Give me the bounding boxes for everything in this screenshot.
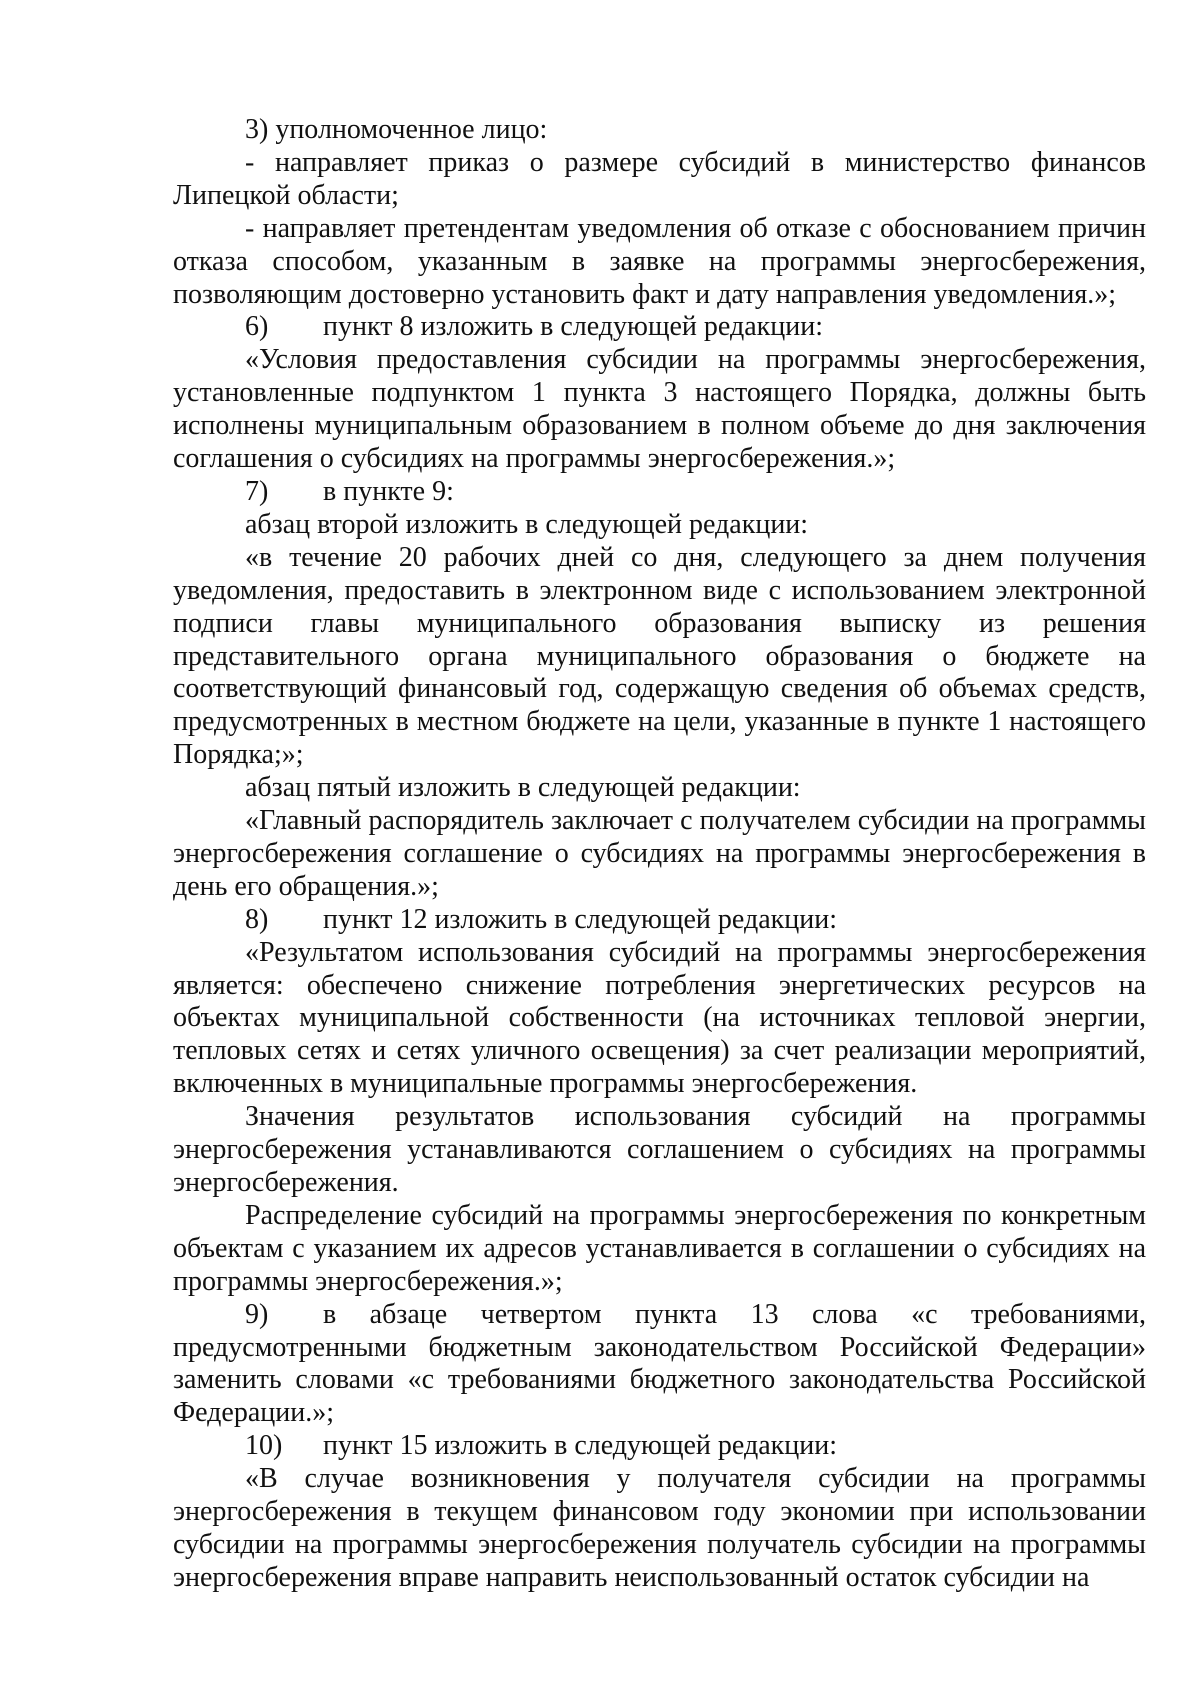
paragraph: «в течение 20 рабочих дней со дня, следующего за днем получения уведомления, предоставить в электронном виде с использованием электронной подписи главы муниципального образования выписку из решения представительного органа муниципального образования о бюджете на соответствующий финансовый год, содержащую сведения об объемах средств, предусмотренных в местном бюджете на цели, указанные в пункте 1 настоящего Порядка;»; [173, 541, 1146, 771]
item-number: 8) [245, 903, 269, 935]
paragraph: Значения результатов использования субсидий на программы энергосбережения устанавливаются соглашением о субсидиях на программы энергосбережения. [173, 1101, 1146, 1198]
paragraph: «Главный распорядитель заключает с получателем субсидии на программы энергосбережения соглашение о субсидиях на программы энергосбережения в день его обращения.»; [173, 805, 1146, 902]
numbered-item [173, 904, 1146, 937]
paragraph: Распределение субсидий на программы энергосбережения по конкретным объектам с указанием их адресов устанавливается в соглашении о субсидиях на программы энергосбережения.»; [173, 1199, 1146, 1297]
numbered-item [173, 476, 1146, 509]
item-number: 10) [245, 1430, 283, 1462]
paragraph: 3) уполномоченное лицо: [245, 114, 548, 145]
numbered-item [173, 311, 1146, 344]
item-text: в пункте 9: [323, 475, 454, 507]
item-text: пункт 15 изложить в следующей редакции: [323, 1430, 837, 1462]
item-number: 6) [245, 311, 269, 343]
paragraph: абзац пятый изложить в следующей редакции: [245, 772, 801, 804]
item-number: 7) [245, 475, 269, 507]
paragraph: - направляет претендентам уведомления об отказе с обоснованием причин отказа способом, указанным в заявке на программы энергосбережения, позволяющим достоверно установить факт и дату направления уведомления.»; [173, 212, 1146, 310]
numbered-item [173, 1299, 1146, 1431]
paragraph: «Результатом использования субсидий на программы энергосбережения является: обеспечено снижение потребления энергетических ресурсов на объектах муниципальной собственности (на источниках тепловой энергии, тепловых сетях и сетях уличного освещения) за счет реализации мероприятий, включенных в муниципальные программы энергосбережения. [173, 936, 1146, 1100]
item-text: пункт 12 изложить в следующей редакции: [323, 903, 837, 935]
paragraph: «В случае возникновения у получателя субсидии на программы энергосбережения в текущем финансовом году экономии при использовании субсидии на программы энергосбережения получатель субсидии на программы энергосбережения вправе направить неиспользованный остаток субсидии на [173, 1463, 1146, 1593]
paragraph: абзац второй изложить в следующей редакции: [245, 508, 809, 540]
item-number: 9) [245, 1298, 269, 1330]
paragraph: - направляет приказ о размере субсидий в министерство финансов Липецкой области; [173, 146, 1146, 211]
item-text: в абзаце четвертом пункта 13 слова «с требованиями, предусмотренными бюджетным законодательством Российской Федерации» заменить словами «с требованиями бюджетного законодательства Российской Федерации.»; [173, 1298, 1146, 1429]
document-body [173, 114, 1146, 1595]
item-text: пункт 8 изложить в следующей редакции: [323, 311, 823, 343]
numbered-item [173, 1430, 1146, 1463]
paragraph: «Условия предоставления субсидии на программы энергосбережения, установленные подпунктом 1 пункта 3 настоящего Порядка, должны быть исполнены муниципальным образованием в полном объеме до дня заключения соглашения о субсидиях на программы энергосбережения.»; [173, 344, 1146, 475]
